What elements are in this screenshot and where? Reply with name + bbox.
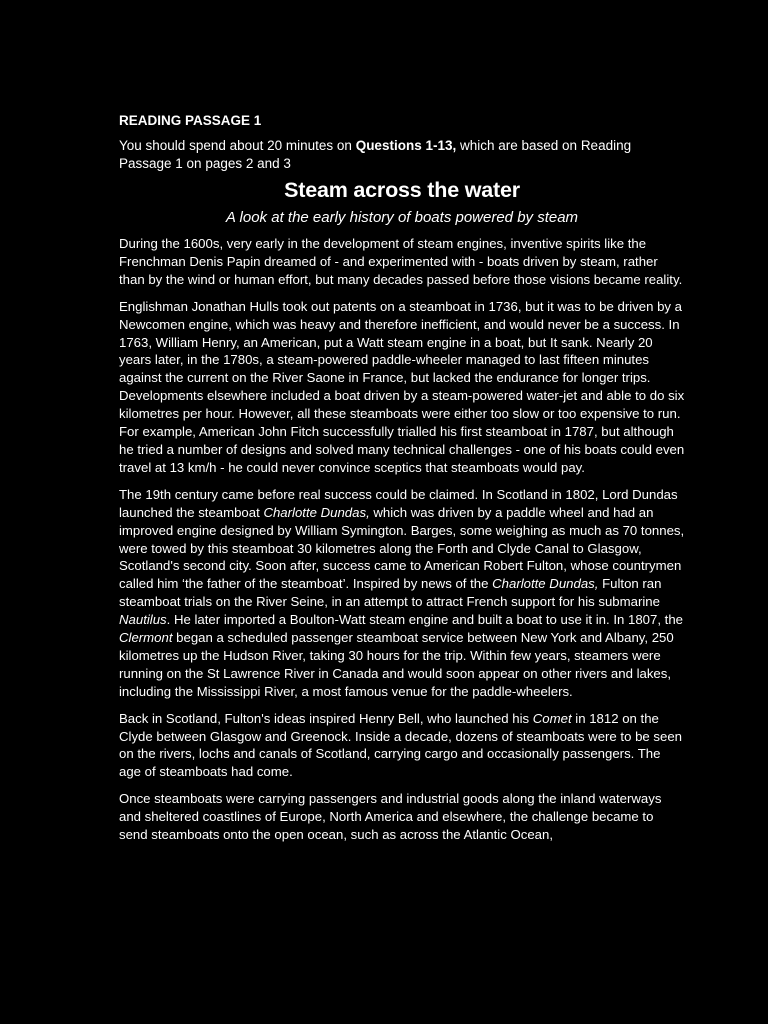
paragraph-text: Fulton ran steamboat trials on the River Seine, in an attempt to attract French support for his submarine — [119, 576, 662, 610]
paragraph-text: which was driven by a paddle wheel and had an improved engine designed by William Symington. Barges, some weighing as much as 70 tonnes, were towed by this steamboat 30 kilometres along the Forth and Clyde Canal to Glasgow, Scotland's second city. Soon after, success came to American Robert Fulton, whose countrymen called him ‘the father of the steamboat’. Inspired by news of the — [119, 504, 685, 592]
section-label: READING PASSAGE 1 — [119, 113, 262, 128]
paragraph-text: Once steamboats were carrying passengers and industrial goods along the inland waterways and sheltered coastlines of Europe, North America and elsewhere, the challenge became to send steamboats onto the open ocean, such as across the Atlantic Ocean, — [119, 791, 662, 843]
paragraph — [119, 710, 685, 782]
italic-title: Comet — [532, 710, 572, 726]
paragraph-text: During the 1600s, very early in the development of steam engines, inventive spirits like the Frenchman Denis Papin dreamed of - and experimented with - boats driven by steam, rather than by the wind or human effort, but many decades passed before those visions became reality. — [119, 236, 683, 287]
passage-title: Steam across the water — [284, 178, 520, 202]
paragraph — [119, 790, 685, 844]
paragraph-text: The 19th century came before real success could be claimed. In Scotland in 1802, Lord Dundas launched the steamboat — [119, 486, 678, 520]
italic-title: Clermont — [119, 630, 173, 646]
italic-title: Charlotte Dundas, — [263, 504, 370, 520]
paragraph-text: began a scheduled passenger steamboat service between New York and Albany, 250 kilometres up the Hudson River, taking 30 hours for the trip. Within few years, steamers were running on the St Lawrence River in Canada and would soon appear on other rivers and lakes, including the Mississippi River, a most famous venue for the paddle-wheelers. — [119, 630, 674, 699]
paragraph-text: in 1812 on the Clyde between Glasgow and Greenock. Inside a decade, dozens of steamboats were to be seen on the rivers, lochs and canals of Scotland, carrying cargo and occasionally passengers. The age of steamboats had come. — [119, 710, 683, 780]
paragraph — [119, 298, 685, 477]
paragraph-text: Englishman Jonathan Hulls took out patents on a steamboat in 1736, but it was to be driven by a Newcomen engine, which was heavy and therefore inefficient, and would never be a success. In 1763, William Henry, an American, put a Watt steam engine in a boat, but It sank. Nearly 20 years later, in the 1780s, a steam-powered paddle-wheeler managed to last fifteen minutes against the current on the River Saone in France, but lacked the endurance for longer trips. Developments elsewhere included a boat driven by a steam-powered water-jet and able to do six kilometres per hour. However, all these steamboats were either too slow or too expensive to run. For example, American John Fitch successfully trialled his first steamboat in 1787, but although he tried a number of designs and solved many technical challenges - one of his boats could even travel at 13 km/h - he could never convince sceptics that steamboats would pay. — [119, 298, 685, 475]
paragraph-text: . He later imported a Boulton-Watt steam engine and built a boat to use it in. In 1807, the — [166, 612, 683, 628]
paragraph — [119, 486, 685, 701]
document-page — [119, 112, 685, 853]
italic-title: Nautilus — [119, 612, 167, 628]
instructions-text-before: You should spend about 20 minutes on — [119, 138, 356, 153]
paragraph-text: Back in Scotland, Fulton's ideas inspired Henry Bell, who launched his — [119, 710, 533, 726]
italic-title: Charlotte Dundas, — [492, 576, 599, 592]
instructions — [119, 137, 685, 173]
passage-body — [119, 235, 685, 844]
passage-subtitle: A look at the early history of boats powered by steam — [225, 209, 579, 226]
paragraph — [119, 235, 685, 289]
instructions-text-after: which are based on Reading Passage 1 on pages 2 and 3 — [119, 138, 632, 171]
instructions-questions-range: Questions 1-13, — [355, 138, 457, 153]
